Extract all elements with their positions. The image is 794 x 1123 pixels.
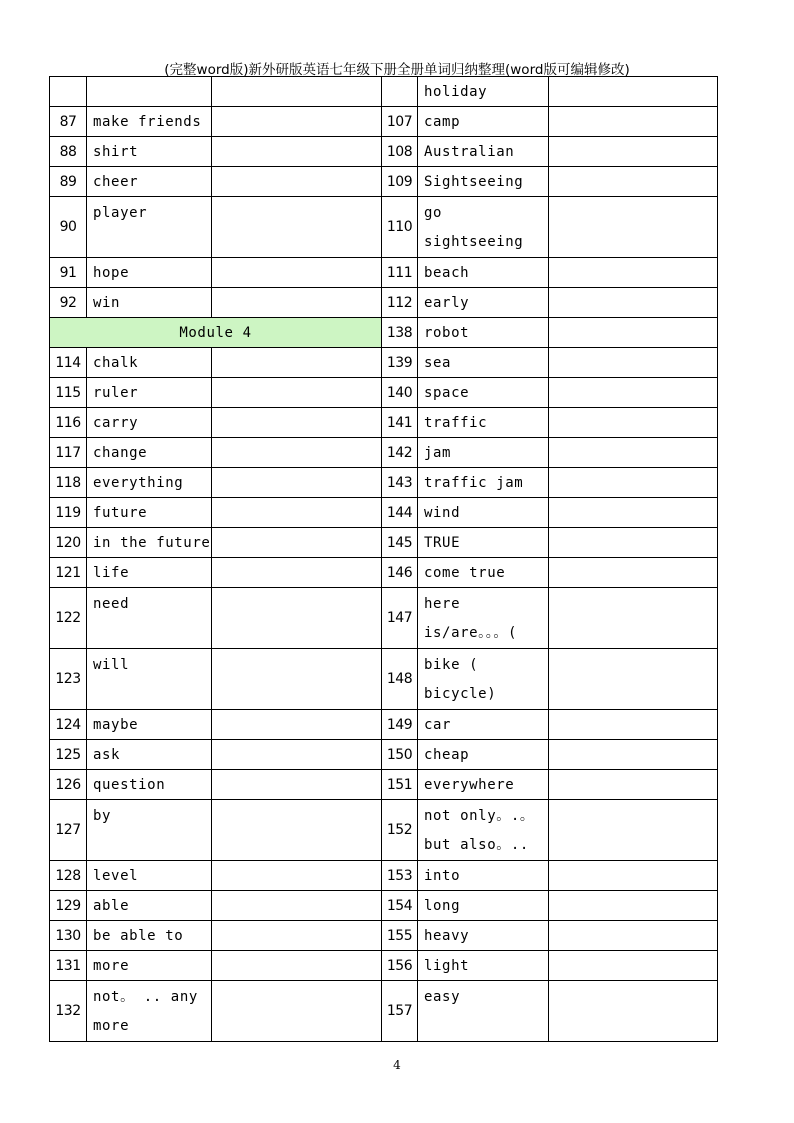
entry-word: question xyxy=(87,770,212,800)
entry-meaning xyxy=(212,921,382,951)
entry-word: ask xyxy=(87,740,212,770)
entry-number xyxy=(382,77,418,107)
entry-word: car xyxy=(418,710,549,740)
entry-meaning xyxy=(212,558,382,588)
entry-number: 151 xyxy=(382,770,418,800)
entry-number: 111 xyxy=(382,258,418,288)
table-row xyxy=(50,498,718,528)
entry-word xyxy=(87,77,212,107)
entry-number: 140 xyxy=(382,378,418,408)
entry-number: 91 xyxy=(50,258,87,288)
entry-word: here is/are。。。( xyxy=(418,588,549,649)
entry-meaning xyxy=(212,588,382,649)
table-row xyxy=(50,558,718,588)
entry-meaning xyxy=(212,800,382,861)
entry-meaning xyxy=(549,740,718,770)
entry-word: early xyxy=(418,288,549,318)
entry-meaning xyxy=(549,378,718,408)
entry-number: 107 xyxy=(382,107,418,137)
entry-number: 88 xyxy=(50,137,87,167)
table-row xyxy=(50,921,718,951)
entry-meaning xyxy=(549,137,718,167)
entry-word: sea xyxy=(418,348,549,378)
entry-meaning xyxy=(549,197,718,258)
entry-word: beach xyxy=(418,258,549,288)
entry-meaning xyxy=(212,258,382,288)
entry-meaning xyxy=(549,498,718,528)
entry-word: go sightseeing xyxy=(418,197,549,258)
entry-number: 117 xyxy=(50,438,87,468)
entry-meaning xyxy=(212,288,382,318)
entry-word: Sightseeing xyxy=(418,167,549,197)
entry-number: 90 xyxy=(50,197,87,258)
table-row xyxy=(50,800,718,861)
entry-number: 146 xyxy=(382,558,418,588)
entry-meaning xyxy=(212,649,382,710)
entry-number: 114 xyxy=(50,348,87,378)
entry-word: future xyxy=(87,498,212,528)
entry-meaning xyxy=(549,258,718,288)
entry-number: 129 xyxy=(50,891,87,921)
entry-number: 130 xyxy=(50,921,87,951)
entry-meaning xyxy=(549,558,718,588)
entry-word: long xyxy=(418,891,549,921)
entry-word: cheap xyxy=(418,740,549,770)
entry-meaning xyxy=(549,167,718,197)
entry-word: traffic xyxy=(418,408,549,438)
entry-number: 155 xyxy=(382,921,418,951)
table-row xyxy=(50,318,718,348)
entry-word: life xyxy=(87,558,212,588)
table-row xyxy=(50,167,718,197)
entry-word: able xyxy=(87,891,212,921)
table-row xyxy=(50,588,718,649)
table-row xyxy=(50,137,718,167)
entry-word: easy xyxy=(418,981,549,1042)
table-row xyxy=(50,197,718,258)
entry-word: ruler xyxy=(87,378,212,408)
entry-word: will xyxy=(87,649,212,710)
entry-number: 126 xyxy=(50,770,87,800)
entry-meaning xyxy=(549,288,718,318)
table-row xyxy=(50,378,718,408)
entry-number: 121 xyxy=(50,558,87,588)
entry-number: 148 xyxy=(382,649,418,710)
entry-word: come true xyxy=(418,558,549,588)
entry-meaning xyxy=(212,77,382,107)
entry-number: 87 xyxy=(50,107,87,137)
entry-number: 109 xyxy=(382,167,418,197)
entry-meaning xyxy=(212,861,382,891)
entry-word: by xyxy=(87,800,212,861)
entry-number: 154 xyxy=(382,891,418,921)
table-row xyxy=(50,468,718,498)
entry-word: cheer xyxy=(87,167,212,197)
entry-number: 108 xyxy=(382,137,418,167)
entry-number: 139 xyxy=(382,348,418,378)
entry-number: 112 xyxy=(382,288,418,318)
entry-word: chalk xyxy=(87,348,212,378)
entry-word: change xyxy=(87,438,212,468)
entry-meaning xyxy=(549,710,718,740)
entry-word: TRUE xyxy=(418,528,549,558)
entry-meaning xyxy=(212,408,382,438)
entry-word: heavy xyxy=(418,921,549,951)
entry-meaning xyxy=(549,528,718,558)
entry-meaning xyxy=(212,740,382,770)
entry-word: need xyxy=(87,588,212,649)
entry-meaning xyxy=(549,921,718,951)
entry-word: traffic jam xyxy=(418,468,549,498)
table-row xyxy=(50,348,718,378)
entry-number: 92 xyxy=(50,288,87,318)
entry-number: 115 xyxy=(50,378,87,408)
entry-number: 124 xyxy=(50,710,87,740)
entry-word: jam xyxy=(418,438,549,468)
table-row xyxy=(50,740,718,770)
entry-word: carry xyxy=(87,408,212,438)
entry-meaning xyxy=(212,770,382,800)
entry-word: hope xyxy=(87,258,212,288)
entry-word: make friends xyxy=(87,107,212,137)
entry-word: wind xyxy=(418,498,549,528)
entry-word: more xyxy=(87,951,212,981)
entry-number: 120 xyxy=(50,528,87,558)
entry-number: 143 xyxy=(382,468,418,498)
entry-meaning xyxy=(212,710,382,740)
entry-meaning xyxy=(212,107,382,137)
entry-number: 150 xyxy=(382,740,418,770)
table-row xyxy=(50,770,718,800)
entry-meaning xyxy=(212,137,382,167)
entry-number: 131 xyxy=(50,951,87,981)
table-row xyxy=(50,438,718,468)
entry-word: light xyxy=(418,951,549,981)
entry-meaning xyxy=(212,378,382,408)
entry-meaning xyxy=(549,107,718,137)
entry-meaning xyxy=(212,891,382,921)
entry-word: robot xyxy=(418,318,549,348)
page-number: 4 xyxy=(393,1058,401,1072)
entry-word: maybe xyxy=(87,710,212,740)
entry-number: 149 xyxy=(382,710,418,740)
entry-number: 132 xyxy=(50,981,87,1042)
table-row xyxy=(50,77,718,107)
entry-number: 89 xyxy=(50,167,87,197)
entry-meaning xyxy=(212,438,382,468)
entry-meaning xyxy=(212,468,382,498)
entry-meaning xyxy=(549,588,718,649)
entry-word: bike ( bicycle) xyxy=(418,649,549,710)
entry-number: 119 xyxy=(50,498,87,528)
entry-meaning xyxy=(549,348,718,378)
entry-meaning xyxy=(212,498,382,528)
entry-meaning xyxy=(212,197,382,258)
entry-meaning xyxy=(212,981,382,1042)
entry-number: 125 xyxy=(50,740,87,770)
entry-word: shirt xyxy=(87,137,212,167)
entry-number xyxy=(50,77,87,107)
table-row xyxy=(50,528,718,558)
entry-meaning xyxy=(549,649,718,710)
entry-number: 141 xyxy=(382,408,418,438)
page-header: (完整word版)新外研版英语七年级下册全册单词归纳整理(word版可编辑修改) xyxy=(164,62,630,78)
entry-meaning xyxy=(212,167,382,197)
entry-number: 142 xyxy=(382,438,418,468)
table-row xyxy=(50,288,718,318)
entry-meaning xyxy=(212,348,382,378)
entry-word: not。 .. any more xyxy=(87,981,212,1042)
entry-number: 116 xyxy=(50,408,87,438)
table-row xyxy=(50,951,718,981)
entry-word: player xyxy=(87,197,212,258)
entry-meaning xyxy=(212,528,382,558)
vocabulary-table xyxy=(49,76,718,1042)
table-row xyxy=(50,981,718,1042)
entry-meaning xyxy=(212,951,382,981)
table-row xyxy=(50,107,718,137)
entry-number: 127 xyxy=(50,800,87,861)
entry-word: not only。.。 but also。.. xyxy=(418,800,549,861)
entry-word: be able to xyxy=(87,921,212,951)
entry-number: 123 xyxy=(50,649,87,710)
table-row xyxy=(50,891,718,921)
entry-word: into xyxy=(418,861,549,891)
entry-number: 147 xyxy=(382,588,418,649)
entry-word: level xyxy=(87,861,212,891)
entry-meaning xyxy=(549,891,718,921)
entry-number: 144 xyxy=(382,498,418,528)
entry-word: win xyxy=(87,288,212,318)
entry-number: 152 xyxy=(382,800,418,861)
entry-meaning xyxy=(549,438,718,468)
entry-word: camp xyxy=(418,107,549,137)
table-row xyxy=(50,258,718,288)
entry-meaning xyxy=(549,318,718,348)
entry-word: space xyxy=(418,378,549,408)
entry-number: 145 xyxy=(382,528,418,558)
entry-word: holiday xyxy=(418,77,549,107)
table-row xyxy=(50,710,718,740)
entry-number: 153 xyxy=(382,861,418,891)
entry-number: 138 xyxy=(382,318,418,348)
entry-word: Australian xyxy=(418,137,549,167)
entry-word: in the future xyxy=(87,528,212,558)
entry-number: 156 xyxy=(382,951,418,981)
table-row xyxy=(50,408,718,438)
entry-number: 110 xyxy=(382,197,418,258)
entry-number: 118 xyxy=(50,468,87,498)
entry-meaning xyxy=(549,770,718,800)
entry-number: 128 xyxy=(50,861,87,891)
entry-meaning xyxy=(549,981,718,1042)
entry-meaning xyxy=(549,861,718,891)
entry-meaning xyxy=(549,800,718,861)
entry-number: 122 xyxy=(50,588,87,649)
table-row xyxy=(50,649,718,710)
entry-meaning xyxy=(549,951,718,981)
table-row xyxy=(50,861,718,891)
entry-number: 157 xyxy=(382,981,418,1042)
entry-meaning xyxy=(549,408,718,438)
entry-meaning xyxy=(549,468,718,498)
entry-word: everywhere xyxy=(418,770,549,800)
module-heading: Module 4 xyxy=(50,318,382,348)
entry-word: everything xyxy=(87,468,212,498)
entry-meaning xyxy=(549,77,718,107)
